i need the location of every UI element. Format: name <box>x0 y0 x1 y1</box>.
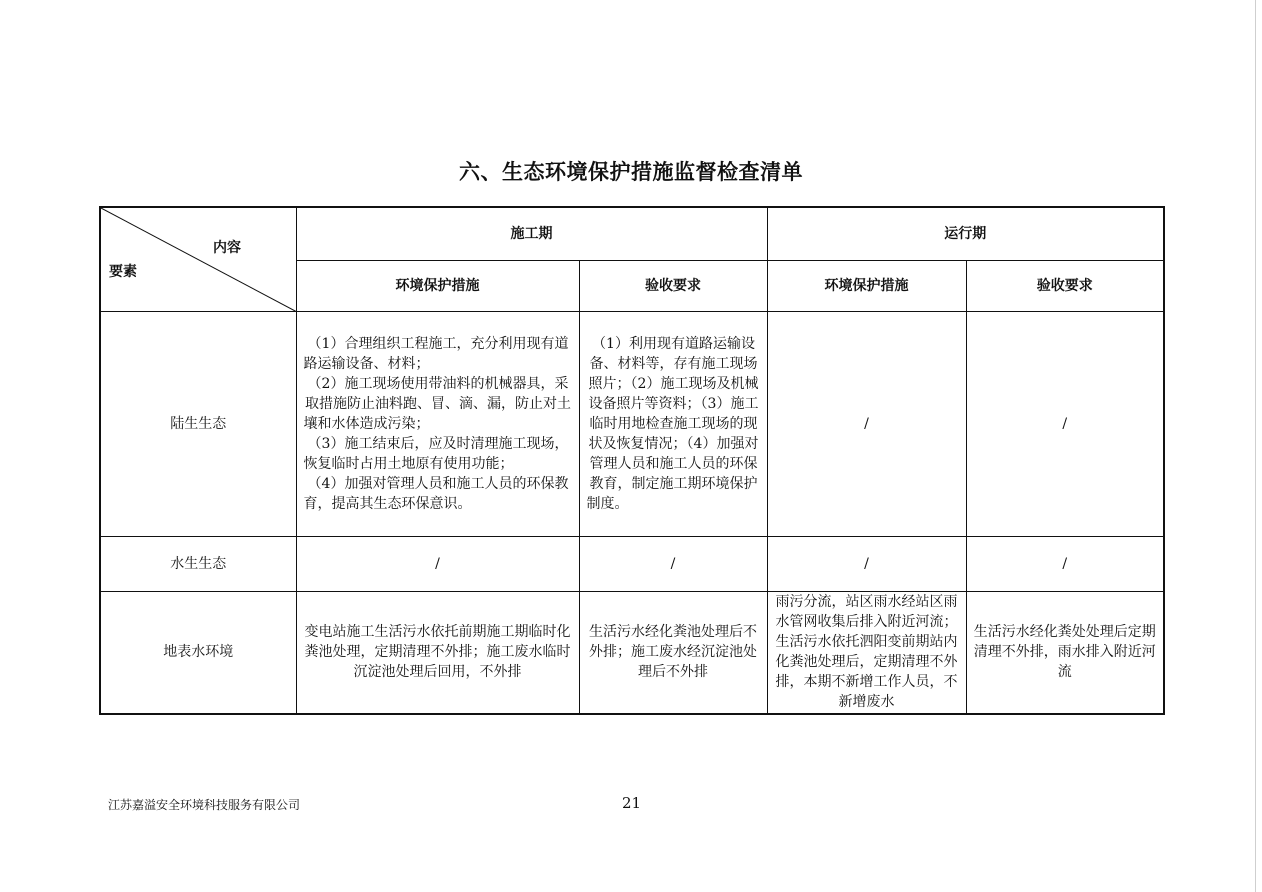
measure-item: （3）施工结束后，应及时清理施工现场，恢复临时占用土地原有使用功能； <box>303 435 569 472</box>
measure-item: （2）施工现场使用带油料的机械器具，采取措施防止油料跑、冒、滴、漏，防止对土壤和水体造成污染； <box>303 375 571 432</box>
operation-acceptance-header: 验收要求 <box>966 260 1164 311</box>
element-cell: 地表水环境 <box>100 591 296 714</box>
construction-acceptance-cell: 生活污水经化粪池处理后不外排；施工废水经沉淀池处理后不外排 <box>579 591 767 714</box>
content-label: 内容 <box>213 240 241 256</box>
element-cell: 水生生态 <box>100 536 296 591</box>
operation-acceptance-cell: / <box>966 536 1164 591</box>
table-row-terrestrial-ecology <box>100 311 1164 536</box>
footer-company-name: 江苏嘉溢安全环境科技服务有限公司 <box>108 798 301 812</box>
construction-period-header: 施工期 <box>296 207 767 260</box>
measure-item: （1）合理组织工程施工，充分利用现有道路运输设备、材料； <box>303 335 569 372</box>
construction-measures-header: 环境保护措施 <box>296 260 579 311</box>
corner-header-cell <box>100 207 296 311</box>
supervision-checklist-table <box>99 206 1165 715</box>
construction-measures-cell: / <box>296 536 579 591</box>
diagonal-line <box>101 208 297 312</box>
operation-measures-cell: / <box>767 311 966 536</box>
operation-acceptance-cell: / <box>966 311 1164 536</box>
construction-measures-cell <box>296 311 579 536</box>
construction-acceptance-cell: / <box>579 536 767 591</box>
construction-acceptance-cell: （1）利用现有道路运输设备、材料等，存有施工现场照片；（2）施工现场及机械设备照片等资料；（3）施工临时用地检查施工现场的现状及恢复情况；（4）加强对管理人员和施工人员的环保教育，制定施工期环境保护制度。 <box>579 311 767 536</box>
operation-acceptance-cell: 生活污水经化粪处处理后定期清理不外排，雨水排入附近河流 <box>966 591 1164 714</box>
operation-measures-cell: 雨污分流，站区雨水经站区雨水管网收集后排入附近河流；生活污水依托泗阳变前期站内化粪池处理后，定期清理不外排，本期不新增工作人员，不新增废水 <box>767 591 966 714</box>
element-cell: 陆生生态 <box>100 311 296 536</box>
table-row-surface-water <box>100 591 1164 714</box>
page-number: 21 <box>622 794 642 812</box>
operation-measures-cell: / <box>767 536 966 591</box>
page-edge-line <box>1255 0 1256 892</box>
measure-item: （4）加强对管理人员和施工人员的环保教育，提高其生态环保意识。 <box>303 475 569 512</box>
operation-measures-header: 环境保护措施 <box>767 260 966 311</box>
header-row-period <box>100 207 1164 260</box>
operation-period-header: 运行期 <box>767 207 1164 260</box>
page-title: 六、生态环境保护措施监督检查清单 <box>459 160 803 184</box>
construction-measures-cell: 变电站施工生活污水依托前期施工期临时化粪池处理，定期清理不外排；施工废水临时沉淀池处理后回用，不外排 <box>296 591 579 714</box>
construction-acceptance-header: 验收要求 <box>579 260 767 311</box>
element-label: 要素 <box>109 264 137 280</box>
table-row-aquatic-ecology <box>100 536 1164 591</box>
